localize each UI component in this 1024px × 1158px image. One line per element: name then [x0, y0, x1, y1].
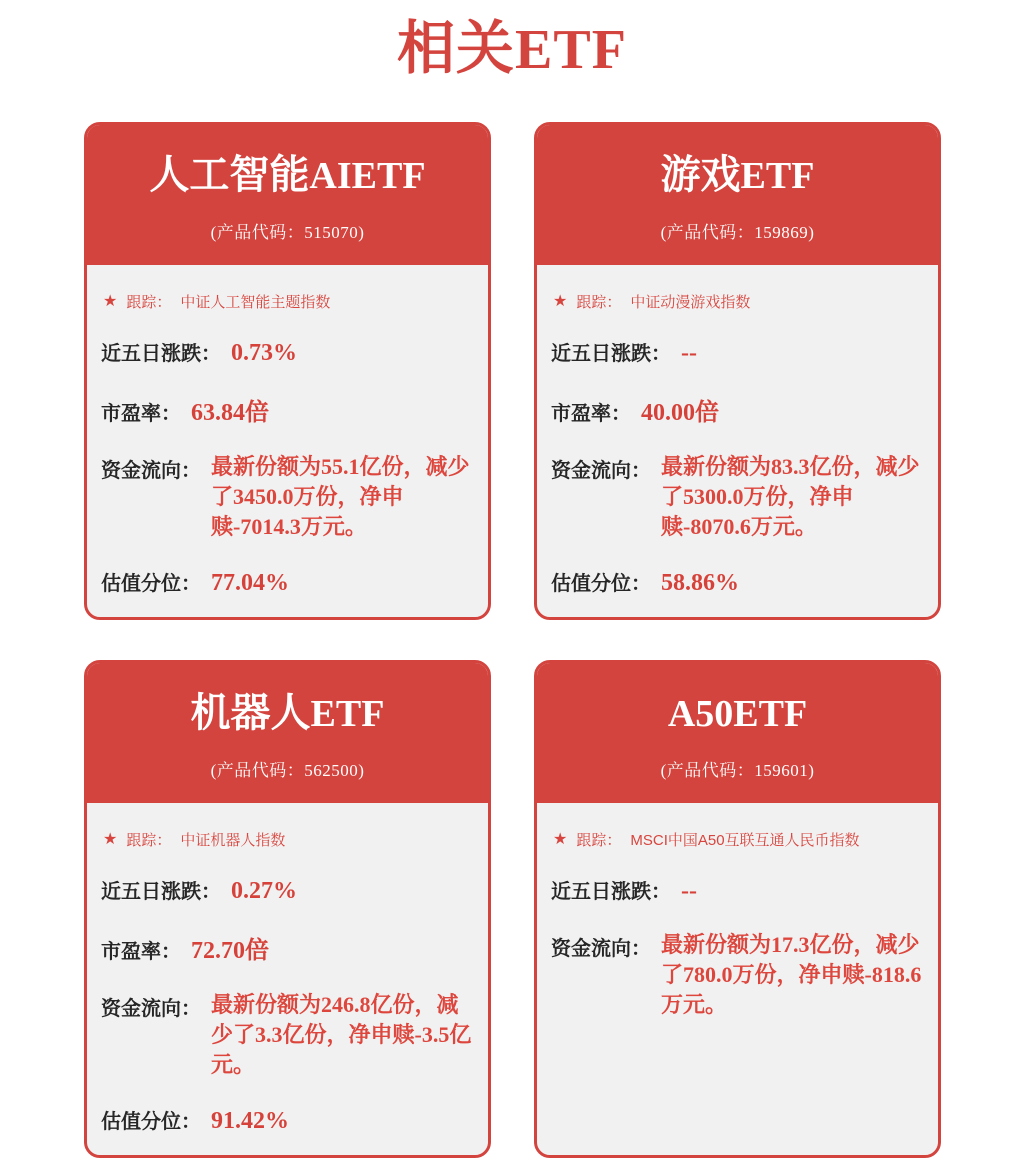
change-label: 近五日涨跌：	[101, 343, 221, 365]
flow-value: 最新份额为55.1亿份，减少了3450.0万份，净申赎-7014.3万元。	[211, 454, 470, 539]
valuation-row	[101, 567, 474, 597]
change-label: 近五日涨跌：	[551, 343, 671, 365]
card-header	[537, 663, 938, 803]
card-title-en: AIETF	[309, 155, 426, 197]
product-code: (产品代码：562500)	[210, 761, 365, 780]
flow-label: 资金流向：	[551, 460, 651, 482]
star-icon: ★	[553, 292, 568, 310]
star-icon: ★	[103, 830, 118, 848]
track-label: 跟踪：	[576, 832, 622, 849]
pe-row	[101, 392, 474, 427]
pe-row	[551, 392, 924, 427]
etf-card-robot	[84, 660, 491, 1158]
card-title-en: A50ETF	[667, 693, 808, 735]
change-row	[101, 337, 474, 367]
valuation-label: 估值分位：	[551, 573, 651, 595]
card-title	[97, 691, 478, 744]
change-row	[551, 875, 924, 905]
valuation-row	[551, 567, 924, 597]
pe-label: 市盈率：	[101, 403, 181, 425]
etf-card-aietf	[84, 122, 491, 620]
page-title-en: ETF	[515, 19, 627, 81]
flow-label: 资金流向：	[101, 998, 201, 1020]
page-title	[0, 14, 1024, 92]
pe-label: 市盈率：	[101, 941, 181, 963]
card-title-en: ETF	[310, 693, 385, 735]
product-code: (产品代码：515070)	[210, 223, 365, 242]
change-row	[551, 337, 924, 367]
track-index: MSCI中国A50互联互通人民币指数	[630, 832, 860, 849]
valuation-value: 58.86%	[661, 570, 739, 596]
track-label: 跟踪：	[126, 294, 172, 311]
valuation-label: 估值分位：	[101, 1111, 201, 1133]
track-label: 跟踪：	[576, 294, 622, 311]
valuation-value: 91.42%	[211, 1108, 289, 1134]
pe-value: 72.70倍	[191, 938, 269, 964]
page-title-zh: 相关	[397, 16, 516, 81]
etf-card-a50	[534, 660, 941, 1158]
track-row	[553, 829, 924, 850]
change-value: 0.73%	[231, 340, 297, 366]
card-header	[87, 125, 488, 265]
change-value: 0.27%	[231, 878, 297, 904]
flow-label: 资金流向：	[101, 460, 201, 482]
track-row	[103, 291, 474, 312]
flow-value: 最新份额为246.8亿份，减少了3.3亿份，净申赎-3.5亿元。	[211, 992, 472, 1077]
star-icon: ★	[103, 292, 118, 310]
card-body	[537, 265, 938, 617]
flow-row	[551, 452, 924, 542]
product-code: (产品代码：159869)	[660, 223, 815, 242]
track-index: 中证动漫游戏指数	[630, 294, 751, 311]
flow-row	[551, 930, 924, 1020]
track-index: 中证机器人指数	[180, 832, 286, 849]
change-label: 近五日涨跌：	[551, 881, 671, 903]
flow-row	[101, 452, 474, 542]
card-title	[547, 153, 928, 206]
product-code: (产品代码：159601)	[660, 761, 815, 780]
flow-row	[101, 990, 474, 1080]
card-title	[547, 691, 928, 744]
pe-value: 63.84倍	[191, 400, 269, 426]
track-row	[103, 829, 474, 850]
card-header	[87, 663, 488, 803]
flow-value: 最新份额为17.3亿份，减少了780.0万份，净申赎-818.6万元。	[661, 932, 922, 1017]
flow-value: 最新份额为83.3亿份，减少了5300.0万份，净申赎-8070.6万元。	[661, 454, 920, 539]
track-label: 跟踪：	[126, 832, 172, 849]
change-value: --	[681, 340, 697, 366]
pe-value: 40.00倍	[641, 400, 719, 426]
change-value: --	[681, 878, 697, 904]
card-title-en: ETF	[740, 155, 815, 197]
card-body	[87, 265, 488, 617]
card-title-zh: 机器人	[190, 691, 311, 735]
change-row	[101, 875, 474, 905]
pe-row	[101, 930, 474, 965]
card-header	[537, 125, 938, 265]
pe-label: 市盈率：	[551, 403, 631, 425]
star-icon: ★	[553, 830, 568, 848]
flow-label: 资金流向：	[551, 938, 651, 960]
valuation-value: 77.04%	[211, 570, 289, 596]
track-row	[553, 291, 924, 312]
card-body	[537, 803, 938, 1040]
card-title-zh: 人工智能	[149, 153, 310, 197]
card-body	[87, 803, 488, 1155]
track-index: 中证人工智能主题指数	[180, 294, 331, 311]
card-title-zh: 游戏	[660, 153, 741, 197]
etf-cards-grid	[84, 122, 941, 1158]
etf-card-game	[534, 122, 941, 620]
change-label: 近五日涨跌：	[101, 881, 221, 903]
valuation-label: 估值分位：	[101, 573, 201, 595]
card-title	[97, 153, 478, 206]
valuation-row	[101, 1105, 474, 1135]
